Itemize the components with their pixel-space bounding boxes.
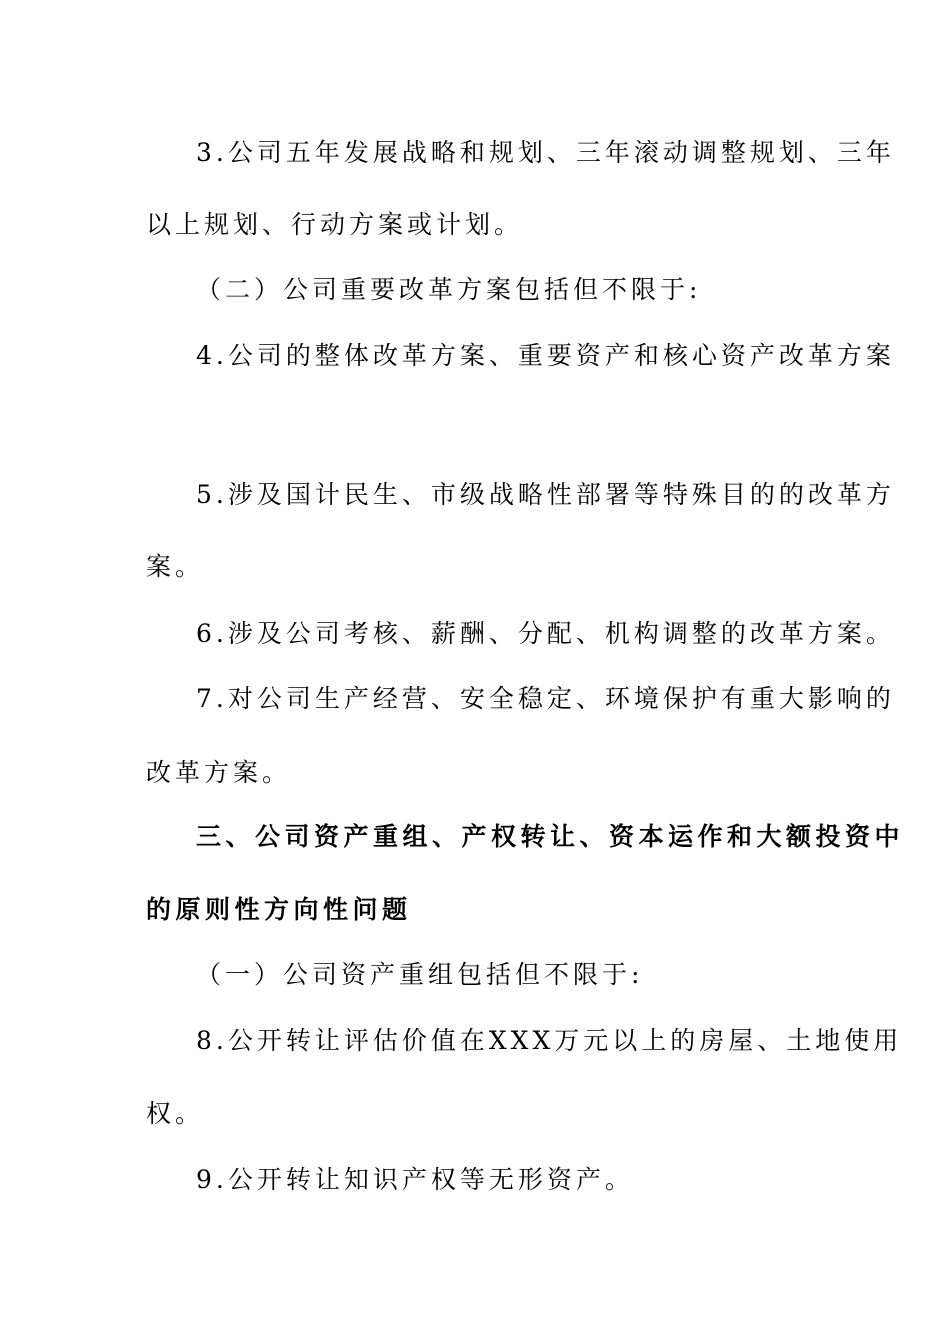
item-3-line-1: 3.公司五年发展战略和规划、三年滚动调整规划、三年	[196, 138, 895, 167]
item-7-line-1: 7.对公司生产经营、安全稳定、环境保护有重大影响的	[196, 684, 895, 713]
item-4-line: 4.公司的整体改革方案、重要资产和核心资产改革方案	[196, 341, 895, 370]
section-3-heading-line-2: 的原则性方向性问题	[146, 895, 412, 924]
item-7-line-2: 改革方案。	[146, 758, 292, 787]
item-6-line: 6.涉及公司考核、薪酬、分配、机构调整的改革方案。	[196, 619, 895, 648]
item-3-line-2: 以上规划、行动方案或计划。	[146, 210, 524, 239]
item-5-line-2: 案。	[146, 552, 205, 581]
subsection-1-heading: （一）公司资产重组包括但不限于:	[196, 960, 644, 989]
subsection-2-heading: （二）公司重要改革方案包括但不限于:	[196, 275, 702, 304]
item-9-line: 9.公开转让知识产权等无形资产。	[196, 1165, 634, 1194]
item-5-line-1: 5.涉及国计民生、市级战略性部署等特殊目的的改革方	[196, 480, 895, 509]
item-8-line-2: 权。	[146, 1099, 205, 1128]
item-8-line-1: 8.公开转让评估价值在XXX万元以上的房屋、土地使用	[196, 1026, 903, 1055]
section-3-heading-line-1: 三、公司资产重组、产权转让、资本运作和大额投资中	[196, 822, 905, 851]
